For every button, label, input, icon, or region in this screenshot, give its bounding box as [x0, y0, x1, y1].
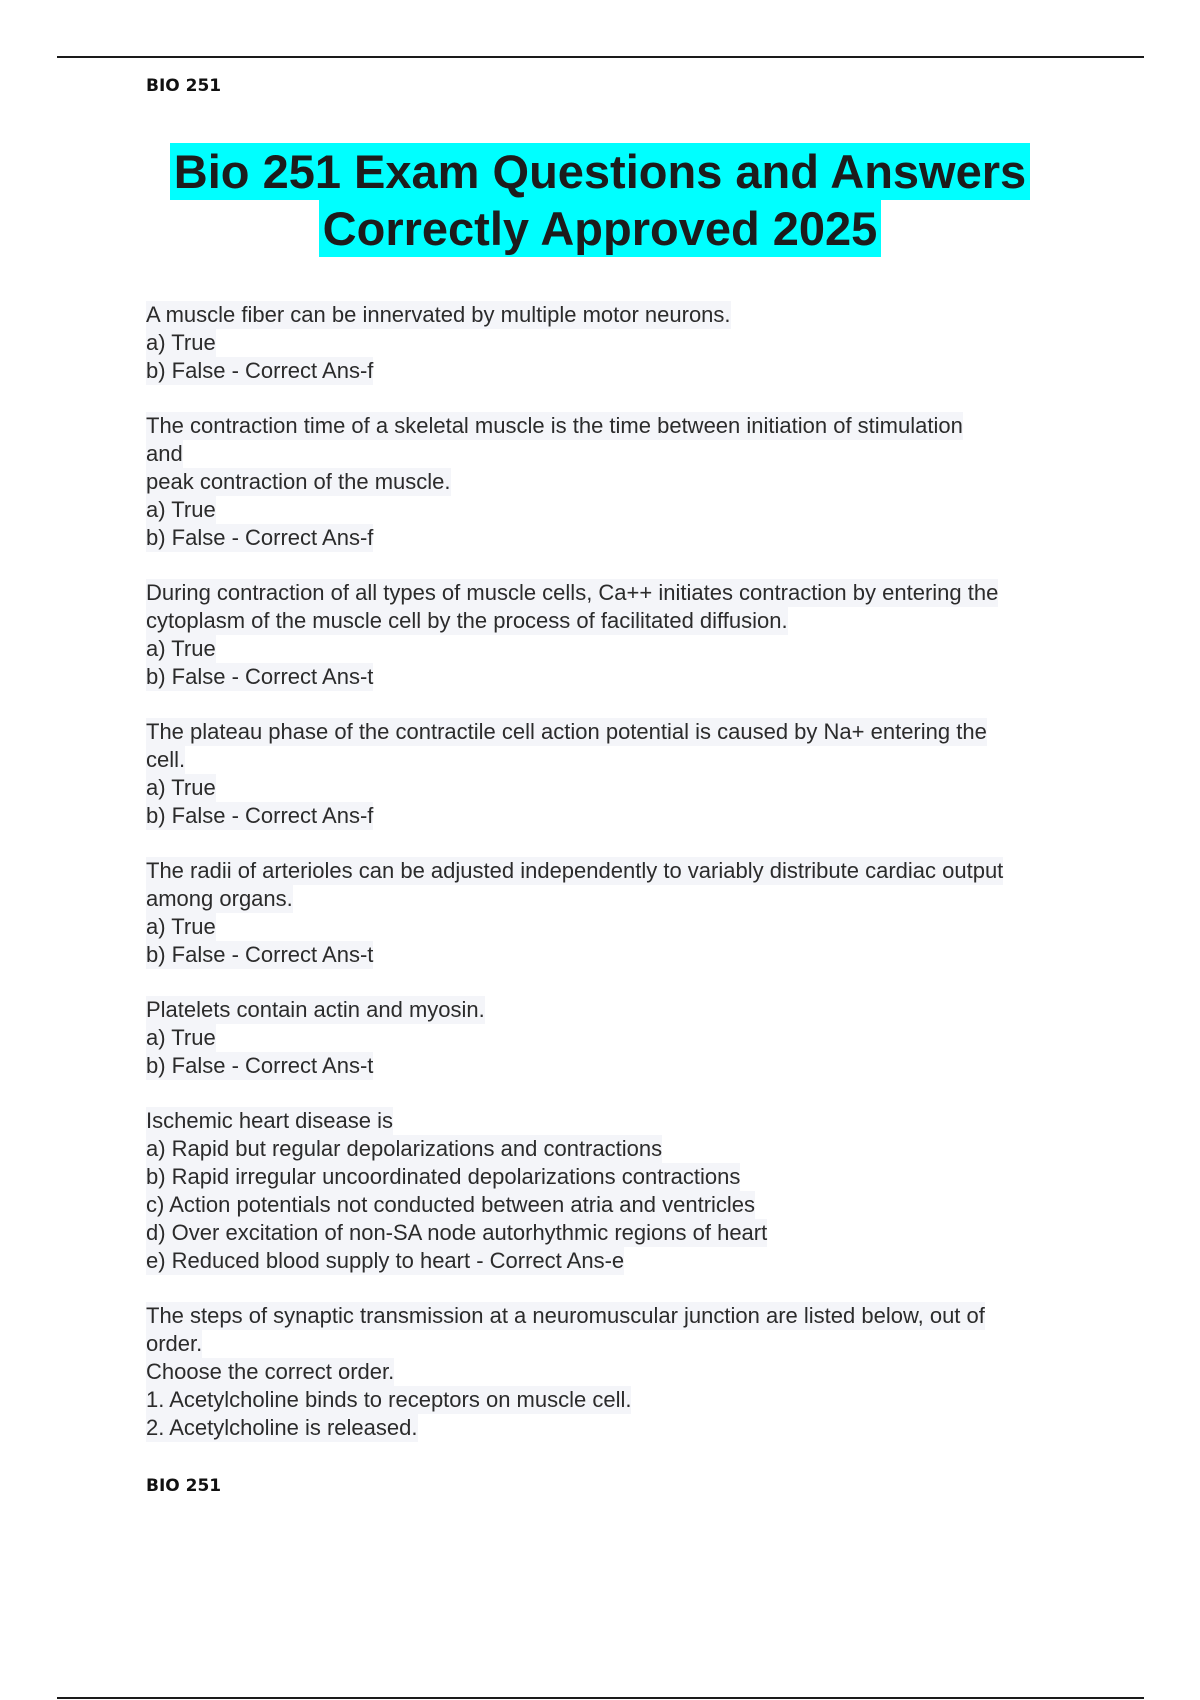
question-line: b) False - Correct Ans-f [146, 525, 374, 550]
question-text: Ischemic heart disease is [146, 1108, 393, 1133]
title-line-2: Correctly Approved 2025 [319, 200, 882, 257]
question-line: b) False - Correct Ans-t [146, 942, 374, 967]
footer-course-label: BIO 251 [146, 1476, 222, 1496]
question-block [146, 412, 1106, 552]
question-block [146, 1302, 1106, 1442]
question-text: A muscle fiber can be innervated by multiple motor neurons. [146, 302, 731, 327]
question-line: b) False - Correct Ans-t [146, 1053, 374, 1078]
question-line: a) True [146, 330, 216, 355]
title-line-1: Bio 251 Exam Questions and Answers [170, 143, 1030, 200]
question-line: a) True [146, 636, 216, 661]
question-line: e) Reduced blood supply to heart - Correct Ans-e [146, 1248, 625, 1273]
question-line: b) False - Correct Ans-t [146, 664, 374, 689]
question-text: The steps of synaptic transmission at a neuromuscular junction are listed below, out of [146, 1303, 985, 1328]
question-text: During contraction of all types of muscle cells, Ca++ initiates contraction by entering the [146, 580, 999, 605]
question-text: The plateau phase of the contractile cell action potential is caused by Na+ entering the [146, 719, 987, 744]
question-list [146, 301, 1106, 1469]
document-title [0, 143, 1200, 257]
question-block [146, 579, 1106, 691]
header-course-label: BIO 251 [146, 76, 222, 96]
question-line: cell. [146, 747, 186, 772]
question-line: a) Rapid but regular depolarizations and contractions [146, 1136, 663, 1161]
question-line: c) Action potentials not conducted between atria and ventricles [146, 1192, 756, 1217]
question-line: a) True [146, 497, 216, 522]
top-rule [57, 56, 1144, 58]
question-line: among organs. [146, 886, 293, 911]
question-line: a) True [146, 1025, 216, 1050]
question-line: a) True [146, 775, 216, 800]
question-line: order. [146, 1331, 203, 1356]
question-line: b) Rapid irregular uncoordinated depolarizations contractions [146, 1164, 741, 1189]
question-line: 1. Acetylcholine binds to receptors on muscle cell. [146, 1387, 632, 1412]
question-line: b) False - Correct Ans-f [146, 803, 374, 828]
question-line: Choose the correct order. [146, 1359, 395, 1384]
question-line: and [146, 441, 183, 466]
question-block [146, 301, 1106, 385]
question-line: cytoplasm of the muscle cell by the process of facilitated diffusion. [146, 608, 788, 633]
question-text: The radii of arterioles can be adjusted independently to variably distribute cardiac output [146, 858, 1004, 883]
question-block [146, 996, 1106, 1080]
question-line: peak contraction of the muscle. [146, 469, 451, 494]
question-line: b) False - Correct Ans-f [146, 358, 374, 383]
question-block [146, 1107, 1106, 1275]
question-line: d) Over excitation of non-SA node autorhythmic regions of heart [146, 1220, 768, 1245]
question-block [146, 718, 1106, 830]
question-line: a) True [146, 914, 216, 939]
question-text: Platelets contain actin and myosin. [146, 997, 485, 1022]
question-block [146, 857, 1106, 969]
bottom-rule [57, 1697, 1144, 1699]
question-text: The contraction time of a skeletal muscle is the time between initiation of stimulation [146, 413, 963, 438]
question-line: 2. Acetylcholine is released. [146, 1415, 418, 1440]
